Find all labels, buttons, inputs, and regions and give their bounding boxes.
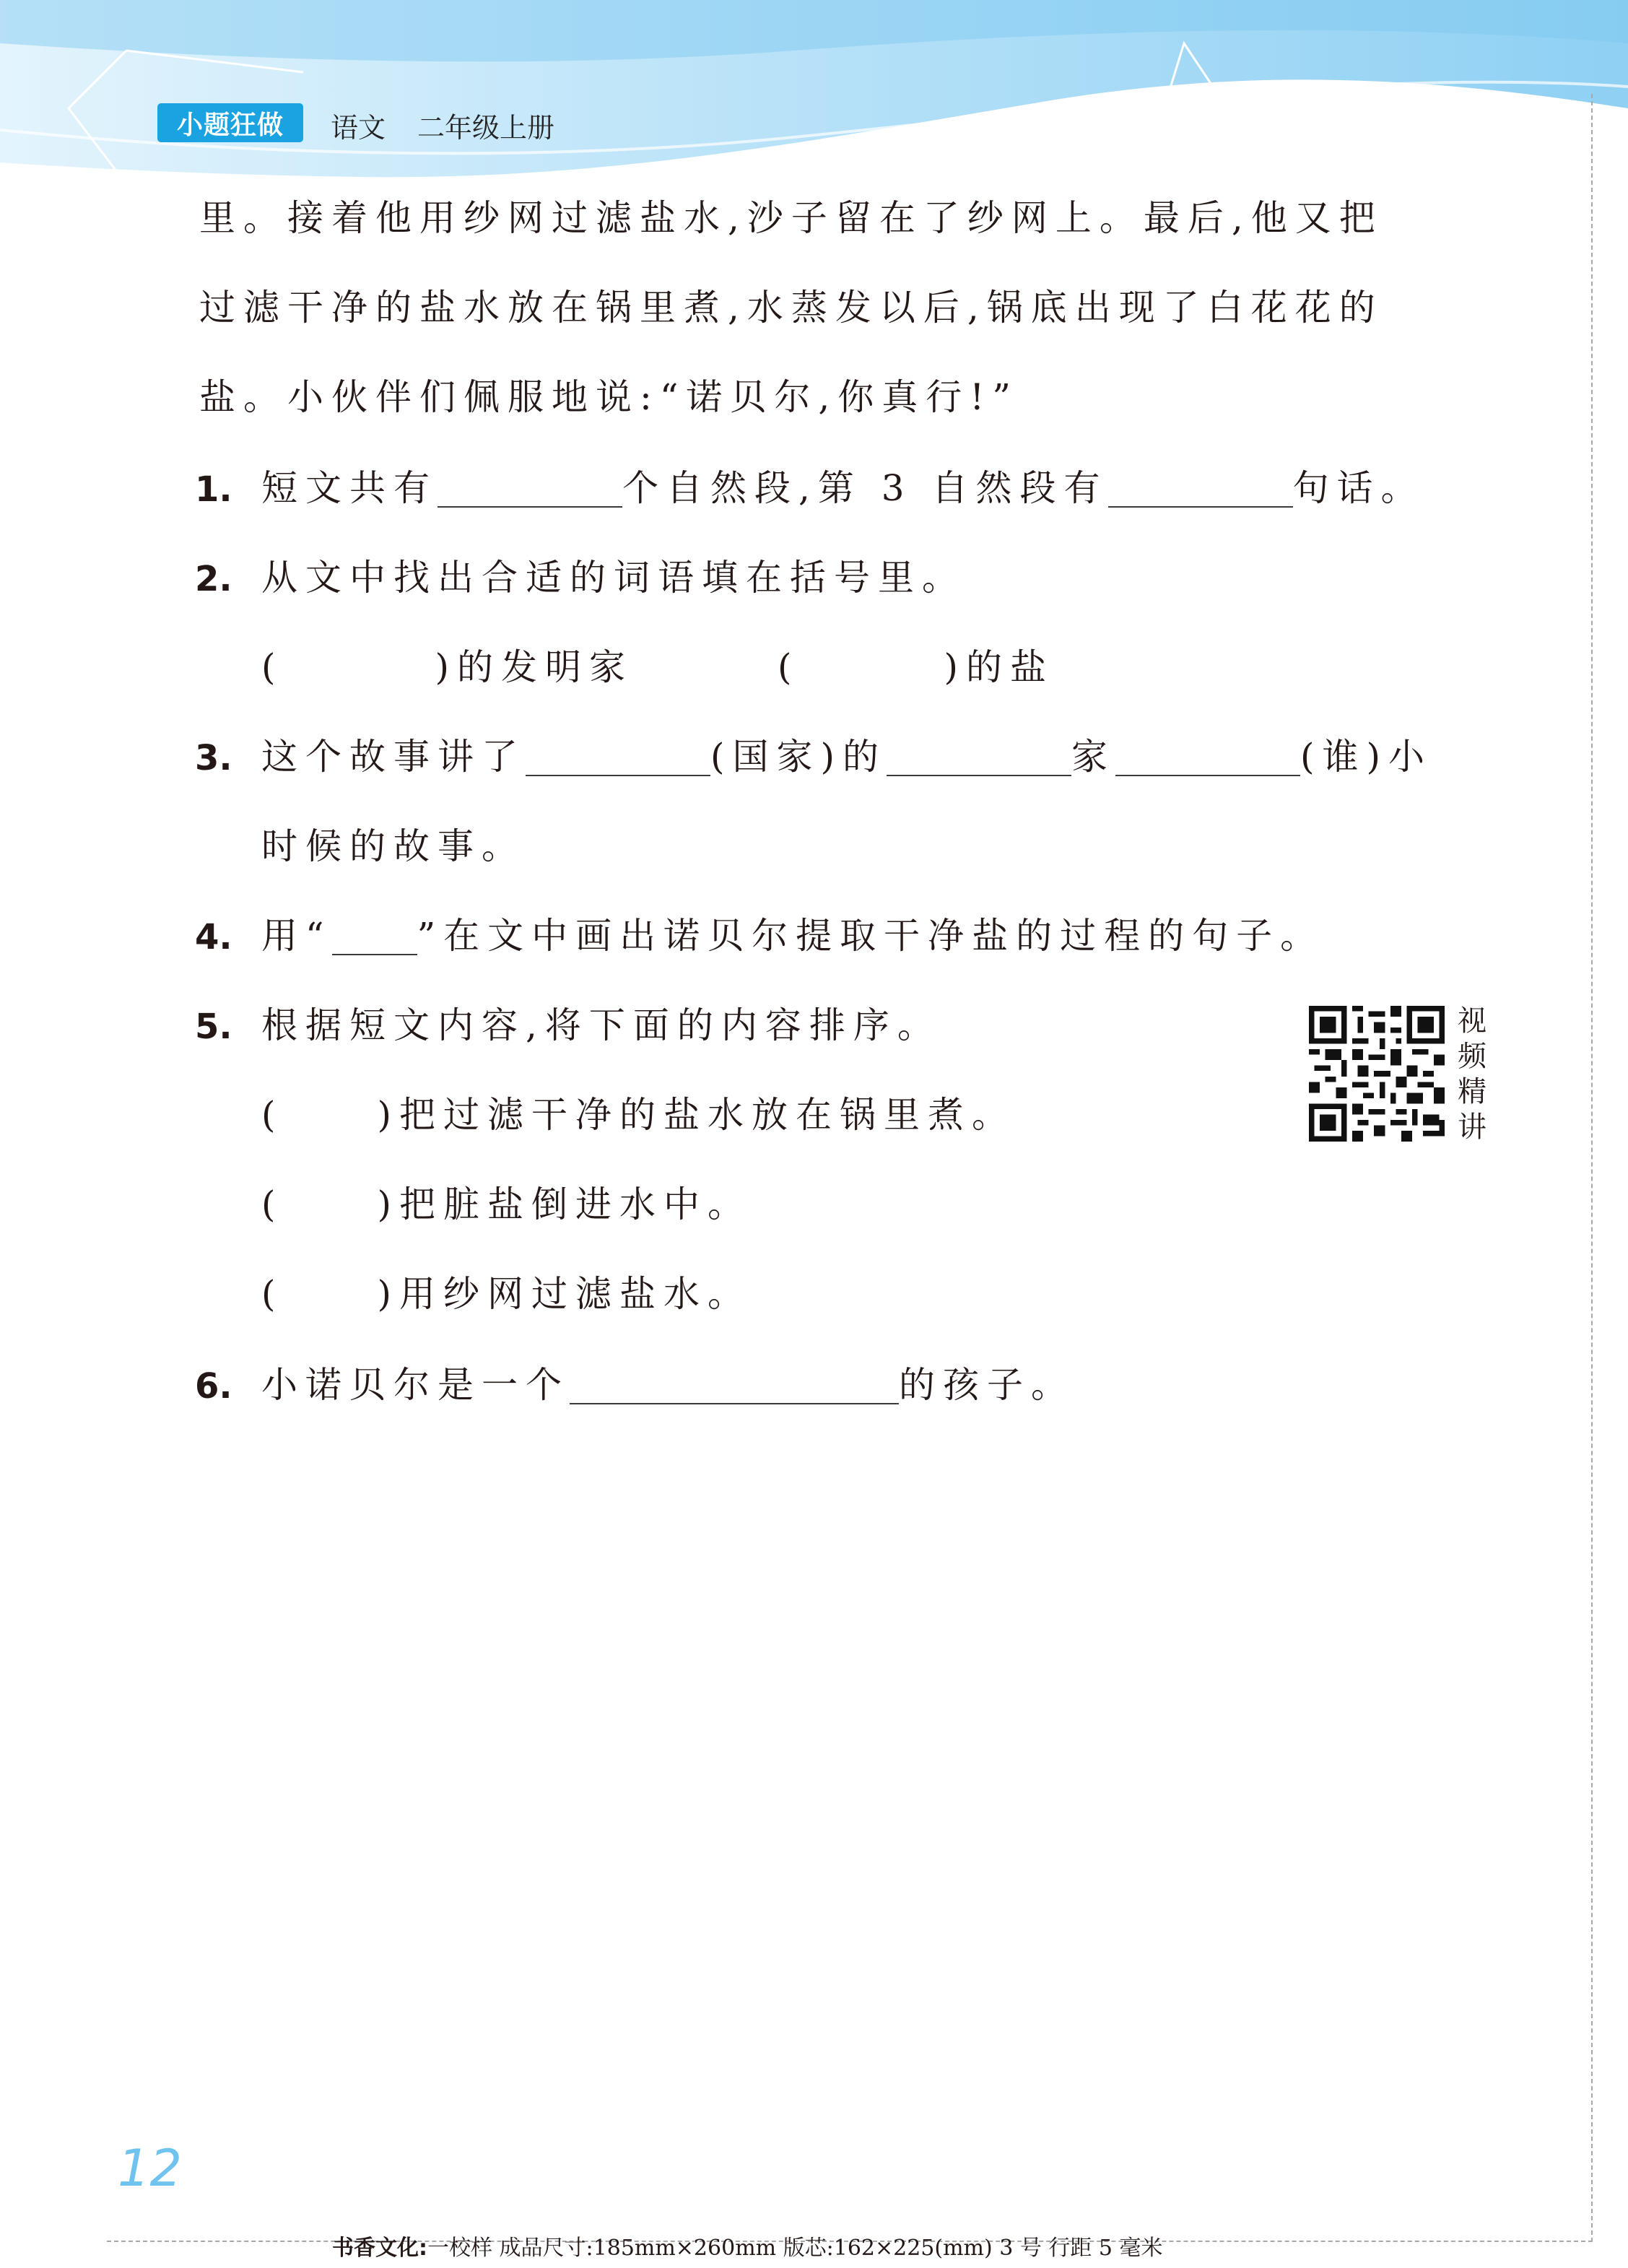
question-1-text-b: 个自然段,第 3 自然段有 — [622, 467, 1108, 509]
passage-line-3: 盐。小伙伴们佩服地说:“诺贝尔,你真行!” — [199, 376, 1019, 418]
question-2-text-b: )的盐 — [944, 646, 1055, 688]
question-2-blanks — [261, 644, 1054, 690]
question-3 — [261, 734, 1432, 780]
question-3-text-c: 家 — [1071, 736, 1116, 778]
question-1-blank-paragraphs[interactable] — [438, 469, 622, 508]
question-3-blank-profession[interactable] — [887, 737, 1071, 776]
question-6-text-a: 小诺贝尔是一个 — [261, 1364, 570, 1406]
page-number: 12 — [118, 2139, 183, 2198]
question-3-blank-person[interactable] — [1115, 737, 1300, 776]
question-3-text-a: 这个故事讲了 — [261, 736, 526, 778]
question-5-item — [261, 1092, 1016, 1138]
question-1-text-a: 短文共有 — [261, 467, 438, 509]
question-3-number: 3. — [195, 738, 232, 778]
question-1-blank-sentences[interactable] — [1108, 469, 1293, 508]
question-5-item-1-text: )把过滤干净的盐水放在锅里煮。 — [377, 1094, 1017, 1136]
question-4-underline-sample — [332, 916, 417, 955]
question-5-item-3-paren: ( — [261, 1273, 284, 1315]
question-5-item-2-paren: ( — [261, 1183, 284, 1225]
question-5-number: 5. — [195, 1007, 232, 1047]
question-5-item-1-paren: ( — [261, 1094, 284, 1136]
question-3-blank-country[interactable] — [526, 737, 710, 776]
footer-specs: 一校样 成品尺寸:185mm×260mm 版芯:162×225(mm) 3 号 行距 5 毫米 — [427, 2236, 1163, 2261]
qr-code-icon[interactable] — [1309, 1006, 1445, 1142]
header-subject: 语文 — [331, 112, 386, 144]
question-4-text-b: ”在文中画出诺贝尔提取干净盐的过程的句子。 — [417, 915, 1325, 957]
question-6 — [261, 1362, 1075, 1408]
question-5-text: 根据短文内容,将下面的内容排序。 — [261, 1004, 941, 1046]
question-1-text-c: 句话。 — [1292, 467, 1425, 509]
passage-line-1: 里。接着他用纱网过滤盐水,沙子留在了纱网上。最后,他又把 — [199, 197, 1383, 239]
qr-caption-char: 频 — [1458, 1040, 1486, 1073]
question-5-item — [261, 1271, 752, 1317]
footer-brand: 书香文化: — [332, 2236, 427, 2261]
question-4-number: 4. — [195, 917, 232, 957]
question-2-paren-open-a: ( — [261, 646, 284, 688]
qr-caption-char: 视 — [1458, 1004, 1486, 1038]
question-2-text-a: )的发明家 — [435, 646, 634, 688]
question-6-blank[interactable] — [570, 1365, 899, 1404]
question-2-paren-open-b: ( — [778, 646, 800, 688]
question-6-text-b: 的孩子。 — [899, 1364, 1075, 1406]
question-2-text: 从文中找出合适的词语填在括号里。 — [261, 557, 966, 599]
series-badge: 小题狂做 — [157, 103, 303, 142]
question-1 — [261, 465, 1425, 511]
qr-caption-char: 精 — [1458, 1075, 1486, 1108]
header-grade: 二年级上册 — [417, 112, 555, 144]
question-6-number: 6. — [195, 1366, 232, 1407]
question-3-line-2: 时候的故事。 — [261, 825, 526, 867]
question-4 — [261, 913, 1324, 959]
passage-line-2: 过滤干净的盐水放在锅里煮,水蒸发以后,锅底出现了白花花的 — [199, 287, 1383, 329]
question-3-text-b: (国家)的 — [710, 736, 887, 778]
footer-print-info — [332, 2230, 1163, 2262]
question-2-number: 2. — [195, 559, 232, 599]
question-1-number: 1. — [195, 469, 232, 510]
qr-caption — [1453, 1004, 1491, 1145]
question-4-text-a: 用“ — [261, 915, 332, 957]
question-5-item-3-text: )用纱网过滤盐水。 — [377, 1273, 752, 1315]
question-3-text-d: (谁)小 — [1300, 736, 1433, 778]
question-5-item — [261, 1181, 752, 1228]
question-5-item-2-text: )把脏盐倒进水中。 — [377, 1183, 752, 1225]
qr-caption-char: 讲 — [1458, 1111, 1486, 1144]
